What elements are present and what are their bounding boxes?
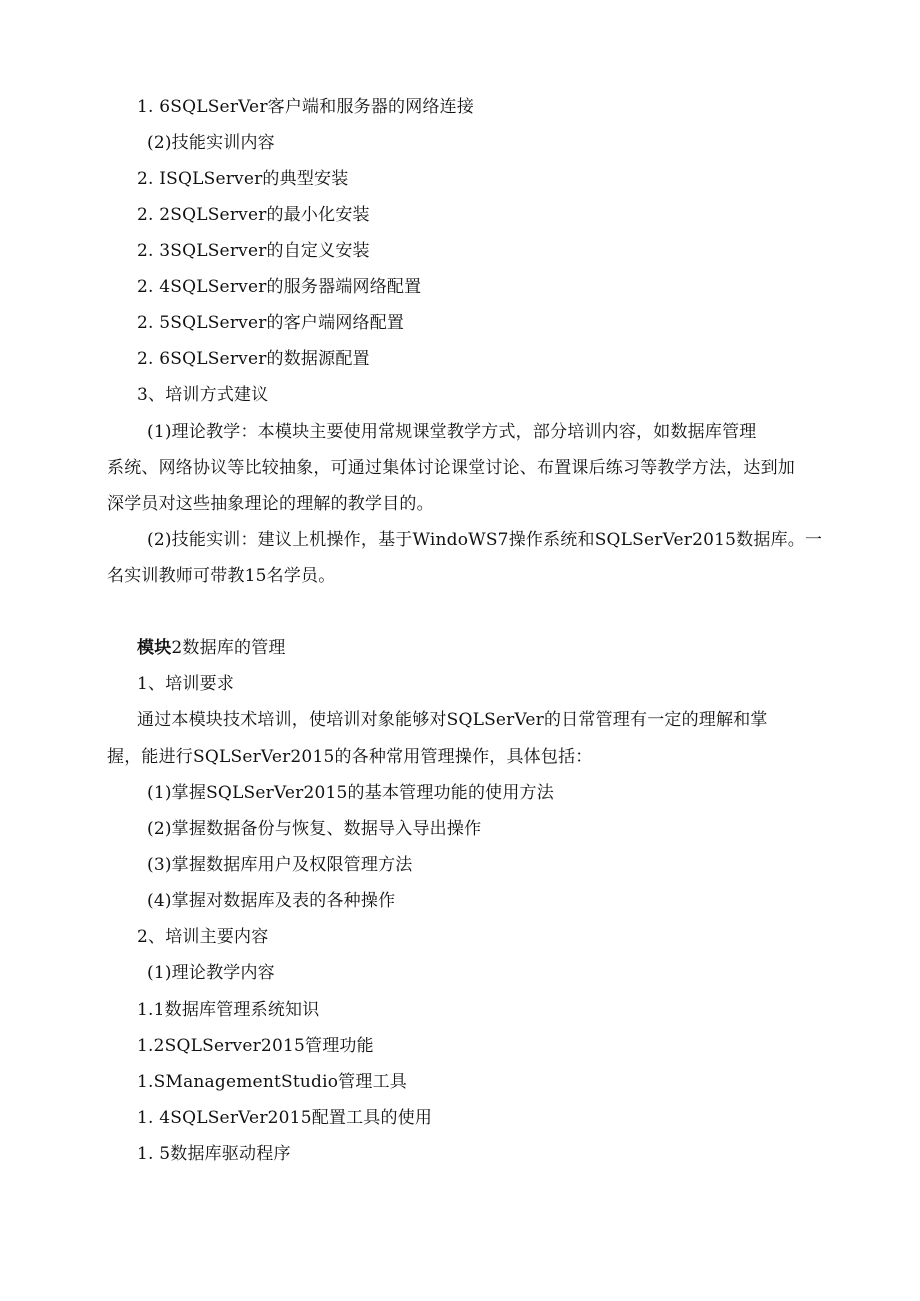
paragraph-theory-line-3: 深学员对这些抽象理论的理解的教学目的。 [107, 494, 434, 514]
list-item-2-1: 2. ISQLServer的典型安装 [137, 169, 349, 189]
list-item-2-6: 2. 6SQLServer的数据源配置 [137, 349, 370, 369]
list-item-1-6: 1. 6SQLSerVer客户端和服务器的网络连接 [137, 97, 475, 117]
section-heading-training-method: 3、培训方式建议 [137, 385, 269, 405]
paragraph-skill-line-2: 名实训教师可带教15名学员。 [107, 566, 336, 586]
paragraph-requirements-line-2: 握，能进行SQLSerVer2015的各种常用管理操作，具体包括： [107, 747, 593, 767]
requirement-item-4: (4)掌握对数据库及表的各种操作 [147, 891, 396, 911]
module-label: 模块 [137, 638, 172, 658]
module-2-title [137, 637, 286, 659]
section-heading-main-content: 2、培训主要内容 [137, 927, 269, 947]
subsection-heading-skill-training: (2)技能实训内容 [147, 133, 275, 153]
list-item-2-2: 2. 2SQLServer的最小化安装 [137, 205, 370, 225]
requirement-item-1: (1)掌握SQLSerVer2015的基本管理功能的使用方法 [147, 783, 554, 803]
paragraph-theory-line-1: (1)理论教学：本模块主要使用常规课堂教学方式，部分培训内容，如数据库管理 [147, 422, 757, 442]
requirement-item-2: (2)掌握数据备份与恢复、数据导入导出操作 [147, 819, 482, 839]
module-2-name: 2数据库的管理 [171, 638, 286, 658]
content-item-1-3: 1.SManagementStudio管理工具 [137, 1072, 407, 1092]
paragraph-skill-line-1: (2)技能实训：建议上机操作，基于WindoWS7操作系统和SQLSerVer2015数据库。一 [147, 530, 823, 550]
paragraph-theory-line-2: 系统、网络协议等比较抽象，可通过集体讨论课堂讨论、布置课后练习等教学方法，达到加 [107, 458, 795, 478]
content-item-1-4: 1. 4SQLSerVer2015配置工具的使用 [137, 1108, 433, 1128]
paragraph-requirements-line-1: 通过本模块技术培训，使培训对象能够对SQLSerVer的日常管理有一定的理解和掌 [137, 710, 768, 730]
list-item-2-4: 2. 4SQLServer的服务器端网络配置 [137, 277, 422, 297]
list-item-2-5: 2. 5SQLServer的客户端网络配置 [137, 313, 405, 333]
requirement-item-3: (3)掌握数据库用户及权限管理方法 [147, 855, 413, 875]
list-item-2-3: 2. 3SQLServer的自定义安装 [137, 241, 370, 261]
section-heading-training-requirements: 1、培训要求 [137, 674, 235, 694]
content-item-1-2: 1.2SQLServer2015管理功能 [137, 1036, 374, 1056]
content-item-1-5: 1. 5数据库驱动程序 [137, 1144, 291, 1164]
subsection-heading-theory-content: (1)理论教学内容 [147, 963, 275, 983]
content-item-1-1: 1.1数据库管理系统知识 [137, 1000, 320, 1020]
